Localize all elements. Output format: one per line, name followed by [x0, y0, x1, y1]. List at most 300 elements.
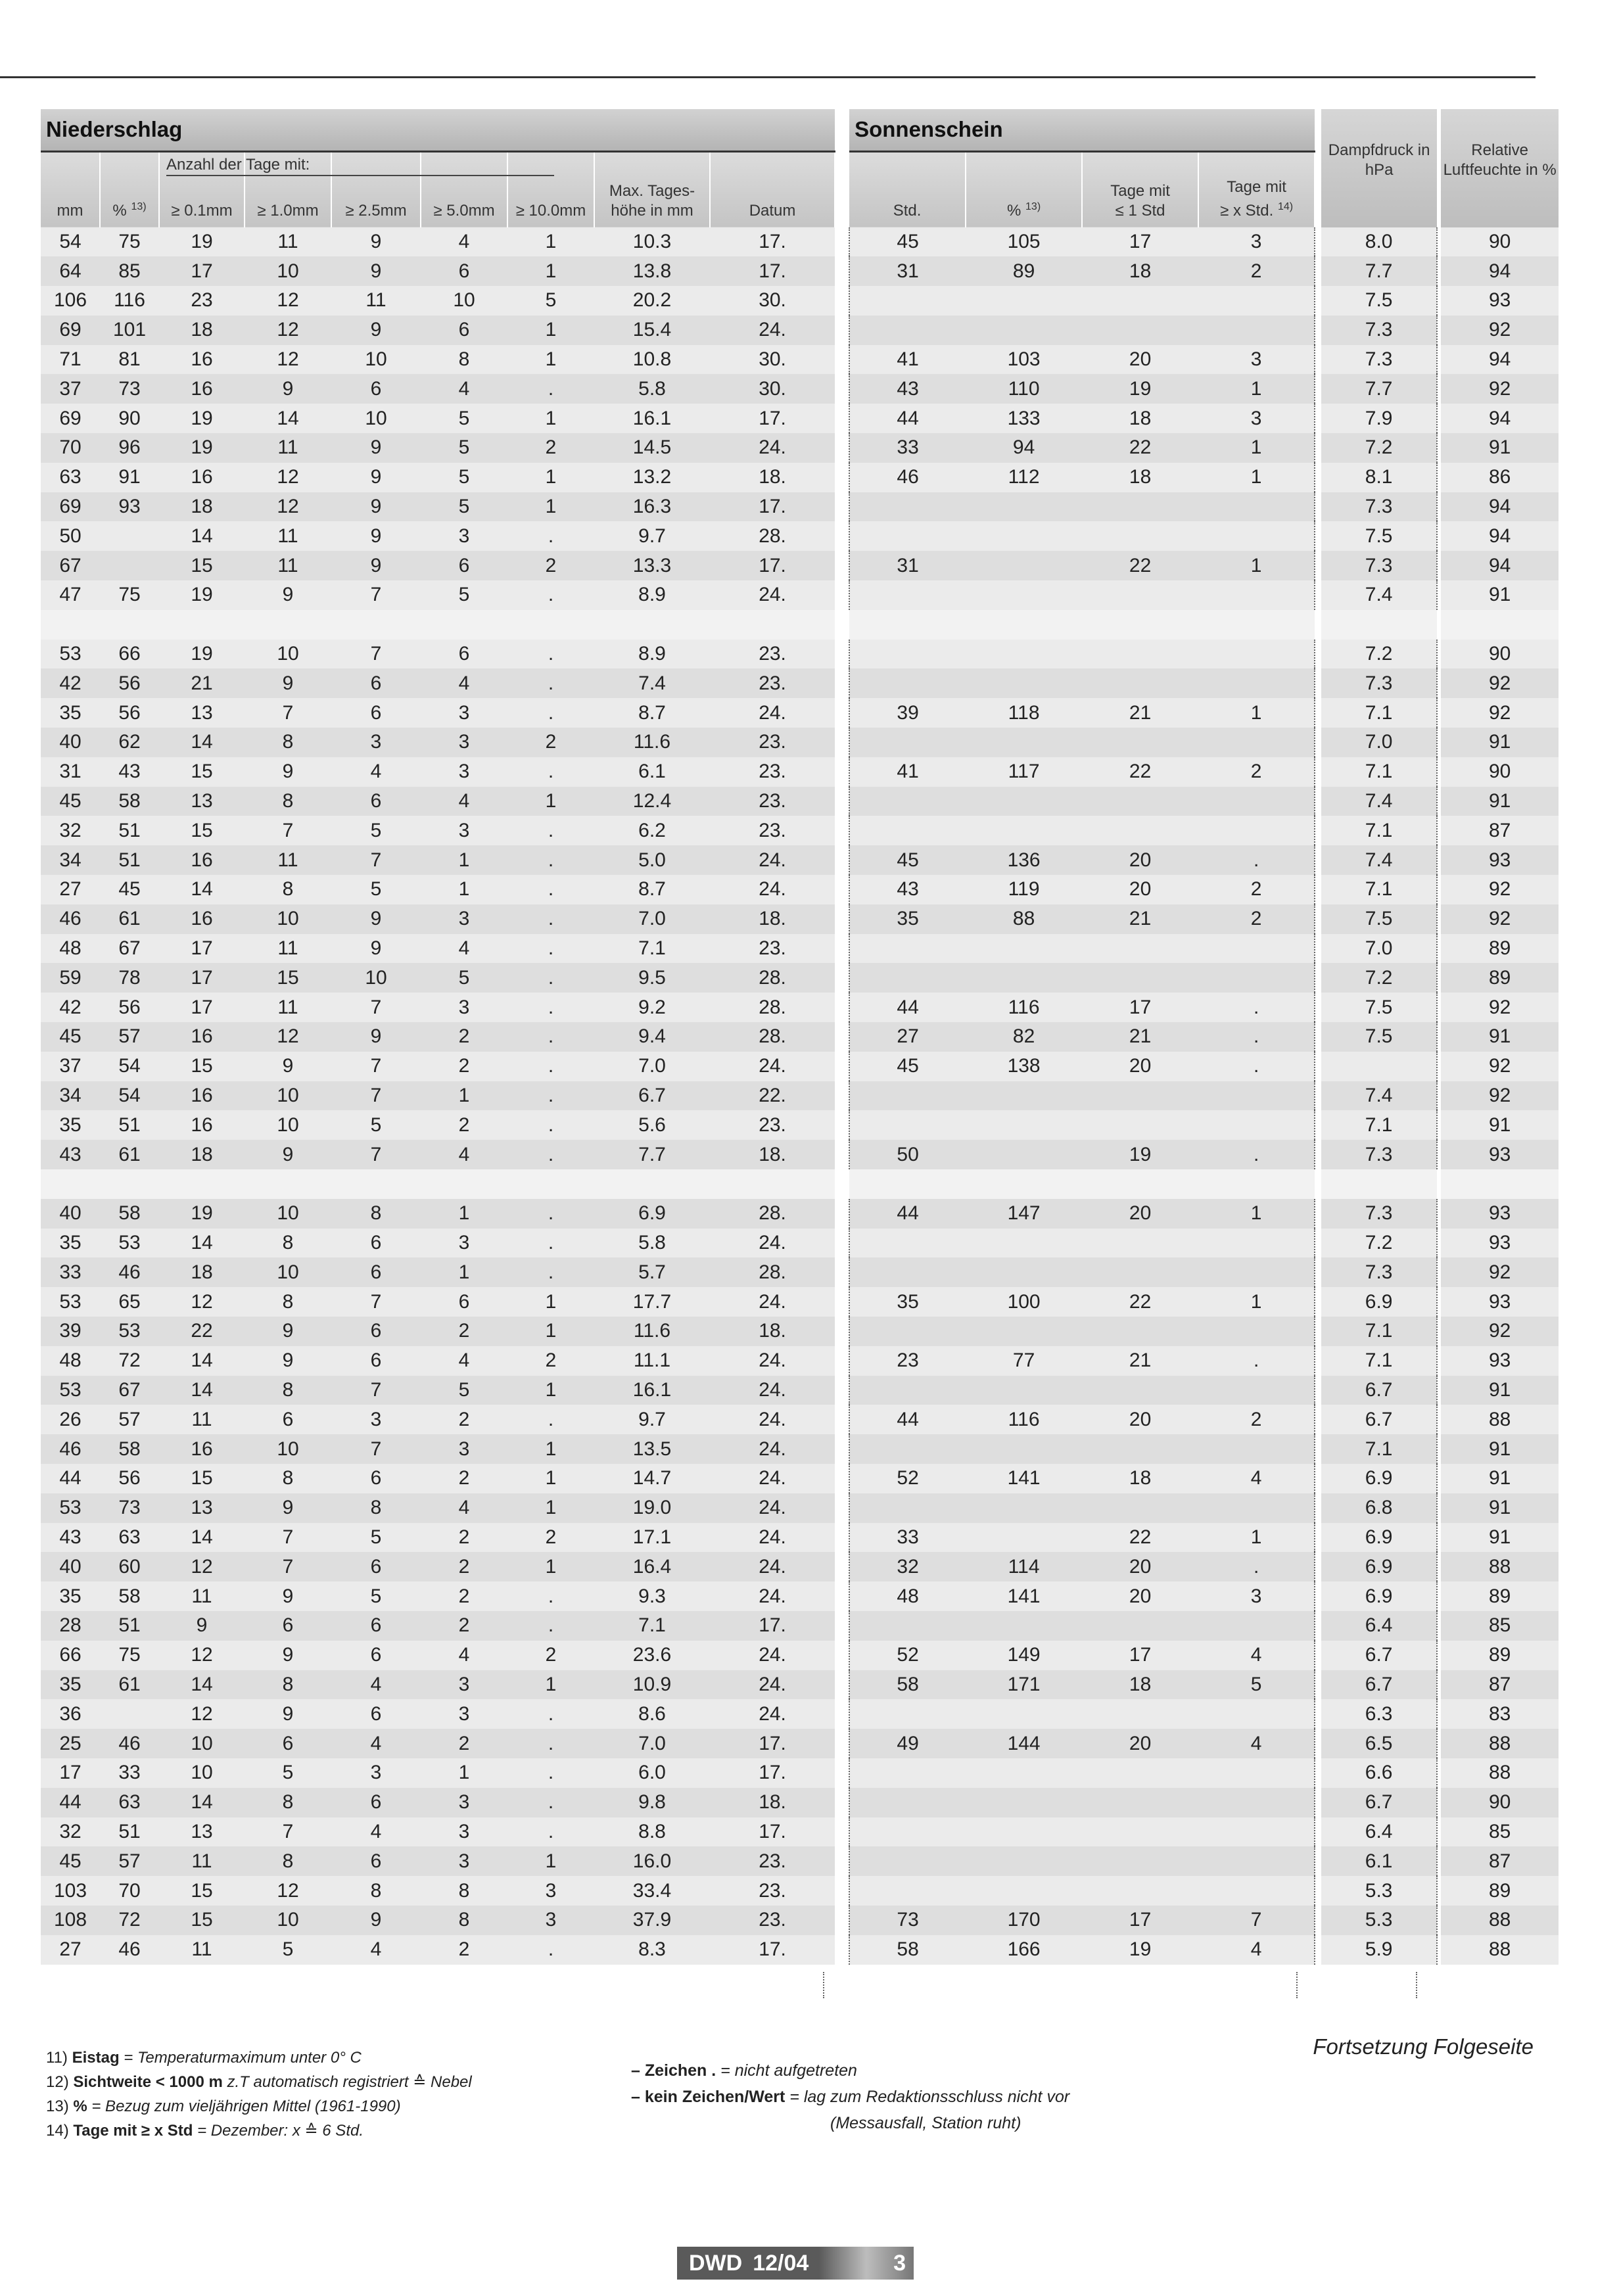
- table-cell: [1082, 1434, 1198, 1464]
- table-cell: [849, 1257, 966, 1287]
- table-cell: 144: [966, 1729, 1082, 1758]
- table-row: [41, 463, 1559, 492]
- table-cell: [100, 551, 159, 580]
- table-cell: 24.: [710, 875, 835, 904]
- table-cell: 9.7: [594, 521, 710, 551]
- legend-line-3: (Messausfall, Station ruht): [830, 2114, 1021, 2132]
- table-cell: .: [507, 934, 594, 964]
- table-cell: 28.: [710, 1022, 835, 1052]
- table-cell: 88: [1441, 1935, 1559, 1965]
- table-cell: 91: [1441, 580, 1559, 610]
- table-cell: 18.: [710, 1788, 835, 1817]
- table-row: [41, 1729, 1559, 1758]
- table-cell: 6: [245, 1729, 331, 1758]
- table-cell: 17.: [710, 1758, 835, 1788]
- table-cell: 52: [849, 1464, 966, 1493]
- table-cell: 44: [849, 993, 966, 1022]
- table-cell: 7.1: [1321, 1346, 1437, 1376]
- table-cell: 7.0: [1321, 728, 1437, 757]
- table-cell: 59: [41, 963, 100, 993]
- table-cell: 7: [245, 1817, 331, 1847]
- table-cell: 16.0: [594, 1846, 710, 1876]
- table-cell: 7.4: [594, 668, 710, 698]
- table-cell: 17: [1082, 1641, 1198, 1670]
- table-cell: 117: [966, 757, 1082, 787]
- table-cell: 35: [41, 1229, 100, 1258]
- table-cell: [1082, 668, 1198, 698]
- table-cell: [849, 1229, 966, 1258]
- table-cell: 10: [421, 286, 507, 316]
- table-cell: 9.7: [594, 1405, 710, 1434]
- table-cell: [849, 580, 966, 610]
- table-cell: 72: [100, 1346, 159, 1376]
- table-cell: 11: [245, 227, 331, 257]
- table-cell: 7.7: [1321, 256, 1437, 286]
- table-cell: .: [1198, 1346, 1315, 1376]
- table-row: [41, 492, 1559, 522]
- table-row: [41, 1199, 1559, 1229]
- table-row: [41, 963, 1559, 993]
- table-cell: [1198, 934, 1315, 964]
- table-cell: 7.0: [594, 1729, 710, 1758]
- table-cell: 15: [159, 1906, 245, 1935]
- table-cell: 23.: [710, 1846, 835, 1876]
- table-cell: 24.: [710, 1581, 835, 1611]
- table-cell: 89: [1441, 1641, 1559, 1670]
- table-cell: 91: [100, 463, 159, 492]
- table-cell: 53: [41, 1493, 100, 1523]
- table-cell: [1198, 1434, 1315, 1464]
- table-cell: 26: [41, 1405, 100, 1434]
- table-cell: 19: [159, 580, 245, 610]
- table-cell: [1082, 1758, 1198, 1788]
- table-cell: 3: [421, 816, 507, 845]
- table-cell: 16: [159, 845, 245, 875]
- table-cell: 6: [331, 1346, 421, 1376]
- table-cell: 33: [100, 1758, 159, 1788]
- table-cell: 18: [1082, 1464, 1198, 1493]
- table-cell: [1082, 286, 1198, 316]
- table-cell: [1198, 1788, 1315, 1817]
- table-cell: 11: [245, 934, 331, 964]
- table-cell: 7.4: [1321, 1081, 1437, 1111]
- table-cell: 8.3: [594, 1935, 710, 1965]
- table-cell: 89: [1441, 1581, 1559, 1611]
- table-cell: 9.5: [594, 963, 710, 993]
- footnote-14: 14) Tage mit ≥ x Std = Dezember: x ≙ 6 Std.: [46, 2122, 364, 2140]
- table-cell: 47: [41, 580, 100, 610]
- table-cell: 19: [1082, 1935, 1198, 1965]
- table-cell: [966, 316, 1082, 345]
- table-cell: 32: [41, 816, 100, 845]
- col-t10: ≥ 1.0mm: [245, 151, 331, 227]
- table-cell: 2: [507, 728, 594, 757]
- table-cell: 6: [331, 1611, 421, 1641]
- table-cell: [966, 668, 1082, 698]
- table-cell: 22: [159, 1317, 245, 1346]
- table-cell: [849, 1699, 966, 1729]
- table-cell: 90: [100, 404, 159, 433]
- table-cell: 7.3: [1321, 492, 1437, 522]
- table-row: [41, 1257, 1559, 1287]
- table-cell: 2: [421, 1552, 507, 1581]
- table-cell: 9: [331, 1022, 421, 1052]
- table-cell: 92: [1441, 316, 1559, 345]
- table-cell: 17.: [710, 1611, 835, 1641]
- table-cell: [966, 1493, 1082, 1523]
- table-cell: 94: [1441, 345, 1559, 375]
- table-cell: 45: [41, 1846, 100, 1876]
- table-cell: 6.4: [1321, 1611, 1437, 1641]
- table-cell: [966, 1140, 1082, 1169]
- table-cell: .: [507, 1052, 594, 1081]
- table-cell: [1082, 1846, 1198, 1876]
- table-cell: 14: [159, 1376, 245, 1405]
- table-cell: [849, 1817, 966, 1847]
- table-cell: 6.2: [594, 816, 710, 845]
- table-cell: 93: [1441, 1140, 1559, 1169]
- table-cell: 11: [159, 1581, 245, 1611]
- table-cell: 3: [421, 993, 507, 1022]
- table-cell: .: [507, 904, 594, 934]
- table-cell: 17.: [710, 1729, 835, 1758]
- table-cell: 11: [245, 433, 331, 463]
- table-cell: 52: [849, 1641, 966, 1670]
- table-cell: 16.1: [594, 1376, 710, 1405]
- legend: [631, 2057, 1069, 2136]
- table-cell: 5: [421, 580, 507, 610]
- table-cell: [1198, 1699, 1315, 1729]
- table-cell: .: [507, 1758, 594, 1788]
- table-cell: 9: [245, 580, 331, 610]
- table-cell: 15.4: [594, 316, 710, 345]
- table-cell: .: [507, 1699, 594, 1729]
- table-cell: 1: [507, 316, 594, 345]
- table-cell: [849, 1317, 966, 1346]
- table-cell: 5: [421, 492, 507, 522]
- table-cell: .: [507, 816, 594, 845]
- table-cell: 12: [159, 1699, 245, 1729]
- table-cell: 7.3: [1321, 668, 1437, 698]
- table-cell: 6.9: [1321, 1552, 1437, 1581]
- dampfdruck-header: Dampfdruck in hPa: [1321, 109, 1437, 227]
- table-cell: [1198, 492, 1315, 522]
- table-cell: 17.: [710, 1817, 835, 1847]
- table-cell: 8: [421, 1906, 507, 1935]
- table-cell: 92: [1441, 993, 1559, 1022]
- table-cell: 73: [100, 1493, 159, 1523]
- table-cell: 3: [421, 1434, 507, 1464]
- table-cell: 12.4: [594, 787, 710, 816]
- table-cell: 35: [41, 1581, 100, 1611]
- table-cell: 31: [849, 256, 966, 286]
- table-cell: 17.7: [594, 1287, 710, 1317]
- table-cell: 10: [331, 404, 421, 433]
- table-cell: 23.: [710, 728, 835, 757]
- table-cell: 7.0: [594, 904, 710, 934]
- table-cell: 18.: [710, 904, 835, 934]
- table-cell: 23.6: [594, 1641, 710, 1670]
- table-cell: 2: [1198, 256, 1315, 286]
- table-cell: 7: [331, 993, 421, 1022]
- table-cell: 8.8: [594, 1817, 710, 1847]
- table-cell: 9: [245, 374, 331, 404]
- table-cell: 44: [849, 1405, 966, 1434]
- table-cell: 8: [245, 1788, 331, 1817]
- table-cell: .: [507, 963, 594, 993]
- table-cell: 24.: [710, 1552, 835, 1581]
- table-cell: [849, 1758, 966, 1788]
- table-cell: 1: [1198, 551, 1315, 580]
- table-cell: [966, 1611, 1082, 1641]
- table-cell: 20: [1082, 1552, 1198, 1581]
- col-max: Max. Tages- höhe in mm: [594, 151, 710, 227]
- table-cell: [966, 728, 1082, 757]
- table-cell: 3: [421, 1788, 507, 1817]
- table-cell: 35: [41, 1670, 100, 1700]
- table-cell: 18: [159, 1140, 245, 1169]
- table-cell: [1198, 1081, 1315, 1111]
- table-cell: 89: [966, 256, 1082, 286]
- table-cell: .: [507, 521, 594, 551]
- table-cell: 108: [41, 1906, 100, 1935]
- table-row: [41, 1317, 1559, 1346]
- table-cell: 18: [1082, 463, 1198, 492]
- table-cell: 24.: [710, 316, 835, 345]
- table-cell: 23.: [710, 1906, 835, 1935]
- table-cell: 24.: [710, 1376, 835, 1405]
- table-cell: 2: [1198, 875, 1315, 904]
- table-cell: 6.7: [1321, 1376, 1437, 1405]
- table-cell: 63: [100, 1788, 159, 1817]
- table-cell: 45: [849, 227, 966, 257]
- table-cell: 20: [1082, 845, 1198, 875]
- table-cell: 66: [100, 640, 159, 669]
- table-cell: 31: [41, 757, 100, 787]
- table-cell: 58: [849, 1935, 966, 1965]
- table-cell: .: [507, 1110, 594, 1140]
- table-cell: 1: [507, 1670, 594, 1700]
- table-row: [41, 1287, 1559, 1317]
- table-cell: 7.2: [1321, 640, 1437, 669]
- table-cell: [1082, 521, 1198, 551]
- table-cell: [1082, 963, 1198, 993]
- table-cell: 9.4: [594, 1022, 710, 1052]
- table-cell: 6: [331, 1229, 421, 1258]
- legend-line-2: – kein Zeichen/Wert = lag zum Redaktionsschluss nicht vor: [631, 2088, 1070, 2106]
- table-cell: 32: [849, 1552, 966, 1581]
- table-cell: [1198, 1876, 1315, 1906]
- table-row: [41, 1405, 1559, 1434]
- table-row: [41, 904, 1559, 934]
- table-cell: 3: [421, 1846, 507, 1876]
- table-cell: 23.: [710, 640, 835, 669]
- table-cell: 28.: [710, 521, 835, 551]
- table-cell: .: [507, 1022, 594, 1052]
- table-cell: 13.2: [594, 463, 710, 492]
- table-cell: 17.: [710, 492, 835, 522]
- table-cell: 13.8: [594, 256, 710, 286]
- table-row: [41, 227, 1559, 257]
- table-cell: 18: [1082, 256, 1198, 286]
- table-cell: [966, 1317, 1082, 1346]
- table-cell: [1321, 1052, 1437, 1081]
- table-cell: [1082, 640, 1198, 669]
- table-cell: 46: [41, 904, 100, 934]
- table-cell: [1198, 1758, 1315, 1788]
- table-cell: 1: [421, 875, 507, 904]
- table-cell: [966, 1699, 1082, 1729]
- table-cell: 1: [1198, 374, 1315, 404]
- table-cell: 92: [1441, 1052, 1559, 1081]
- table-cell: 19: [159, 227, 245, 257]
- table-cell: 8: [245, 1846, 331, 1876]
- table-cell: 15: [159, 1052, 245, 1081]
- table-cell: 93: [1441, 1199, 1559, 1229]
- col-t25: ≥ 2.5mm: [331, 151, 421, 227]
- table-cell: 7.1: [1321, 875, 1437, 904]
- table-cell: 37: [41, 374, 100, 404]
- table-cell: 1: [421, 1257, 507, 1287]
- table-cell: 58: [100, 1434, 159, 1464]
- table-cell: 2: [1198, 904, 1315, 934]
- table-cell: 6: [331, 1317, 421, 1346]
- table-cell: 8: [245, 1287, 331, 1317]
- table-row: [41, 1464, 1559, 1493]
- table-cell: 4: [331, 757, 421, 787]
- table-row: [41, 757, 1559, 787]
- table-cell: 9: [331, 551, 421, 580]
- table-cell: [966, 580, 1082, 610]
- table-cell: 5.8: [594, 1229, 710, 1258]
- table-cell: 44: [849, 404, 966, 433]
- table-cell: 3: [1198, 1581, 1315, 1611]
- table-row: [41, 521, 1559, 551]
- table-cell: 7: [331, 1376, 421, 1405]
- table-cell: 3: [421, 1670, 507, 1700]
- table-cell: 10: [245, 1199, 331, 1229]
- table-row: [41, 404, 1559, 433]
- table-cell: 1: [507, 345, 594, 375]
- table-cell: 7: [331, 580, 421, 610]
- table-cell: 1: [507, 1493, 594, 1523]
- table-cell: 4: [1198, 1641, 1315, 1670]
- table-cell: 7.0: [594, 1052, 710, 1081]
- table-cell: 6: [331, 1699, 421, 1729]
- table-cell: 4: [421, 934, 507, 964]
- table-cell: 11: [159, 1405, 245, 1434]
- table-cell: [1198, 1110, 1315, 1140]
- col-t01: Anzahl der Tage mit: ≥ 0.1mm: [159, 151, 245, 227]
- table-cell: [849, 1110, 966, 1140]
- table-row: [41, 580, 1559, 610]
- table-body: [41, 227, 1559, 1965]
- table-cell: 12: [159, 1641, 245, 1670]
- table-cell: 147: [966, 1199, 1082, 1229]
- table-cell: [1198, 1611, 1315, 1641]
- table-row: [41, 1434, 1559, 1464]
- table-cell: 9: [245, 1641, 331, 1670]
- table-cell: 101: [100, 316, 159, 345]
- table-cell: 116: [966, 993, 1082, 1022]
- table-cell: 6: [331, 1552, 421, 1581]
- table-cell: 92: [1441, 1081, 1559, 1111]
- table-cell: 91: [1441, 1022, 1559, 1052]
- table-cell: .: [507, 1229, 594, 1258]
- table-cell: 19: [159, 640, 245, 669]
- table-cell: 23.: [710, 934, 835, 964]
- table-cell: [849, 316, 966, 345]
- table-cell: 13.3: [594, 551, 710, 580]
- table-cell: 7.3: [1321, 1199, 1437, 1229]
- table-cell: 10.8: [594, 345, 710, 375]
- table-cell: 43: [41, 1523, 100, 1553]
- table-cell: 91: [1441, 1464, 1559, 1493]
- table-cell: 114: [966, 1552, 1082, 1581]
- table-cell: 8: [331, 1199, 421, 1229]
- table-cell: [1082, 1229, 1198, 1258]
- table-cell: 37: [41, 1052, 100, 1081]
- table-cell: 22: [1082, 1287, 1198, 1317]
- table-cell: 6: [421, 256, 507, 286]
- table-cell: 9: [245, 668, 331, 698]
- table-cell: 14: [245, 404, 331, 433]
- table-cell: 8: [245, 1464, 331, 1493]
- table-cell: 93: [1441, 1287, 1559, 1317]
- table-cell: 9: [245, 1140, 331, 1169]
- table-cell: [849, 492, 966, 522]
- table-cell: 10: [245, 640, 331, 669]
- table-row: [41, 1641, 1559, 1670]
- table-row: [41, 640, 1559, 669]
- table-cell: 93: [1441, 286, 1559, 316]
- page-badge: [677, 2247, 914, 2280]
- table-cell: 6.4: [1321, 1817, 1437, 1847]
- table-cell: 16: [159, 345, 245, 375]
- table-cell: 23.: [710, 1876, 835, 1906]
- table-cell: 23.: [710, 816, 835, 845]
- table-cell: 3: [1198, 345, 1315, 375]
- anzahl-label: Anzahl der Tage mit:: [166, 155, 554, 176]
- table-cell: [1198, 580, 1315, 610]
- table-cell: 17: [1082, 993, 1198, 1022]
- table-cell: 2: [507, 433, 594, 463]
- table-cell: 10: [159, 1729, 245, 1758]
- table-cell: 20: [1082, 1052, 1198, 1081]
- table-cell: 54: [100, 1052, 159, 1081]
- table-cell: 6.1: [1321, 1846, 1437, 1876]
- table-cell: 21: [1082, 698, 1198, 728]
- table-cell: 17: [159, 256, 245, 286]
- table-cell: [100, 1699, 159, 1729]
- table-cell: 9: [331, 463, 421, 492]
- table-cell: 17: [41, 1758, 100, 1788]
- table-cell: 24.: [710, 1493, 835, 1523]
- table-cell: 3: [1198, 227, 1315, 257]
- table-cell: 8.6: [594, 1699, 710, 1729]
- table-cell: 66: [41, 1641, 100, 1670]
- table-cell: 4: [421, 787, 507, 816]
- table-cell: 92: [1441, 668, 1559, 698]
- table-cell: .: [507, 1611, 594, 1641]
- table-cell: 16: [159, 1022, 245, 1052]
- table-cell: 61: [100, 1670, 159, 1700]
- table-row: [41, 551, 1559, 580]
- table-cell: 24.: [710, 1052, 835, 1081]
- table-cell: [849, 1788, 966, 1817]
- footnotes: [46, 2046, 472, 2143]
- table-cell: 1: [507, 492, 594, 522]
